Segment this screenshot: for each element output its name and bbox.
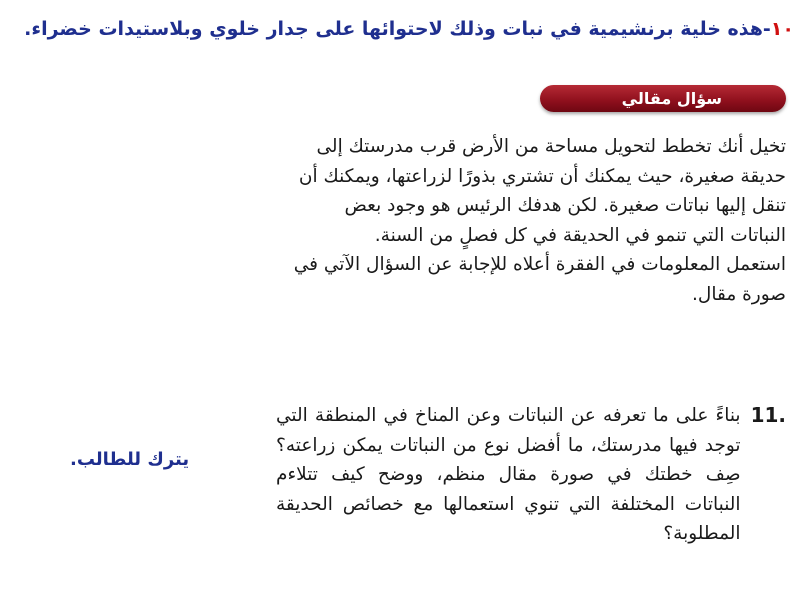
student-note: يترك للطالب. [70, 449, 190, 470]
reading-passage [286, 132, 786, 310]
essay-question-badge [540, 85, 786, 112]
answer-number: ١٠ [770, 18, 794, 40]
answer-heading [14, 14, 794, 44]
passage-paragraph-1: تخيل أنك تخطط لتحويل مساحة من الأرض قرب مدرستك إلى حديقة صغيرة، حيث يمكنك أن تشتري بذورًا لزراعتها، ويمكنك أن تنقل إليها نباتات صغيرة. لكن هدفك الرئيس هو وجود بعض النباتات التي تنمو في الحديقة في كل فصلٍ من السنة. [298, 136, 786, 246]
question-number: 11. [750, 403, 786, 427]
question-11 [276, 401, 786, 549]
essay-question-badge-label: سؤال مقالي [621, 89, 722, 108]
passage-paragraph-2: استعمل المعلومات في الفقرة أعلاه للإجابة عن السؤال الآتي في صورة مقال. [293, 254, 786, 305]
question-text: بناءً على ما تعرفه عن النباتات وعن المناخ في المنطقة التي توجد فيها مدرستك، ما أفضل نوع من النباتات يمكن زراعته؟ صِف خطتك في صورة مقال منظم، ووضح كيف تتلاءم النباتات المختلفة التي تنوي استعمالها مع خصائص الحديقة المطلوبة؟ [276, 405, 741, 545]
answer-text: -هذه خلية برنشيمية في نبات وذلك لاحتوائها على جدار خلوي وبلاستيدات خضراء. [24, 18, 771, 40]
